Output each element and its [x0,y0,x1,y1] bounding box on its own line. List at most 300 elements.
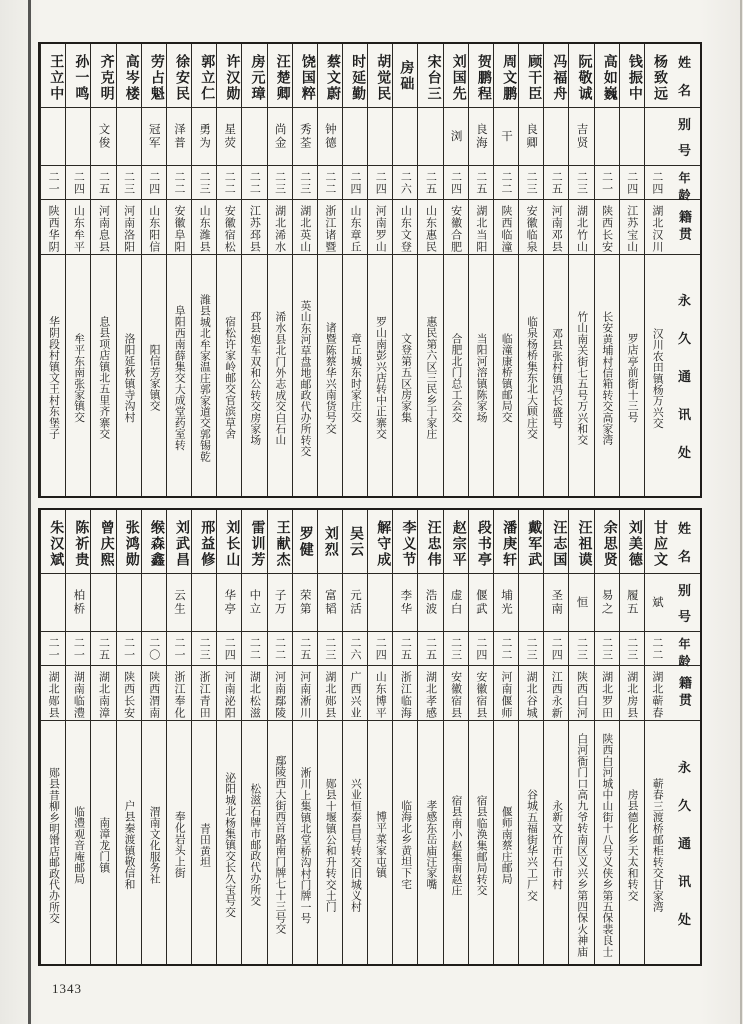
person-address: 英山东河草盘地邮政代办所转交 [299,299,312,457]
person-alias: 星荧 [217,108,241,166]
person-alias: 虚白 [444,574,468,632]
person-address: 宿县临涣集邮局转交 [475,794,488,896]
header-permanent-address [669,255,700,496]
person-name: 汪志国 [544,510,568,574]
person-column [40,510,65,964]
header-char: 号 [677,608,691,624]
person-alias: 华亭 [217,574,241,632]
person-alias [117,574,141,632]
person-column [116,510,141,964]
person-name: 杨致远 [645,44,669,108]
person-name: 顾干臣 [519,44,543,108]
person-native-place: 陕西长安 [117,666,141,721]
person-native-place: 湖北当阳 [469,200,493,255]
person-name: 赵宗平 [444,510,468,574]
header-char: 别 [677,117,691,133]
person-name: 房元璋 [242,44,266,108]
person-address: 宿县南小赵集南赵庄 [450,794,463,896]
person-age: 二四 [469,632,493,666]
person-native-place: 河南邓县 [544,200,568,255]
person-native-place: 湖北蕲春 [645,666,669,721]
person-age: 二二 [318,166,342,200]
person-alias [192,574,216,632]
directory-table-top [38,42,702,498]
header-char: 久 [677,797,691,813]
header-native-place [669,666,700,721]
person-address: 郧县昔柳乡明馉店邮政代办所交 [48,766,60,924]
person-name: 周文鹏 [494,44,518,108]
person-name: 刘国先 [444,44,468,108]
person-column [141,44,166,496]
header-char: 讯 [677,406,691,422]
person-address: 阳信芳家镇交 [148,344,161,412]
person-native-place: 陕西华阴 [41,200,65,255]
person-address: 邓县张村镇冯长盛号 [551,327,564,429]
person-name: 曾庆熙 [91,510,115,574]
person-native-place: 安徽宿松 [217,200,241,255]
person-native-place: 湖北汉川 [645,200,669,255]
person-column [216,510,241,964]
person-address: 潍县城北牟家温庄郭家道交郭锡乾 [198,294,211,462]
person-column [392,44,417,496]
person-alias [368,574,392,632]
person-address: 惠民第六区三民乡于家庄 [425,316,438,440]
person-name: 甘应文 [645,510,669,574]
person-native-place: 江苏宝山 [620,200,644,255]
person-address: 白河衙门口高九爷转南区义兴乡第四保火神庙 [576,733,589,957]
person-column [292,44,317,496]
person-name: 高岑楼 [117,44,141,108]
person-native-place: 湖南临澧 [66,666,90,721]
person-name: 邢益修 [192,510,216,574]
person-column [191,510,216,964]
person-age: 二三 [569,166,593,200]
person-native-place: 安徽合肥 [444,200,468,255]
person-alias [418,108,442,166]
person-native-place: 湖北南漳 [91,666,115,721]
person-native-place: 湖北房县 [620,666,644,721]
person-column [267,44,292,496]
person-column [493,44,518,496]
person-name: 齐克明 [91,44,115,108]
person-address: 阜阳西南薛集交大成堂药室转 [173,305,186,451]
person-name: 许汉勋 [217,44,241,108]
person-native-place: 安徽宿县 [469,666,493,721]
person-alias: 子万 [268,574,292,632]
header-char: 处 [677,444,691,460]
person-column [241,44,266,496]
person-alias [91,574,115,632]
header-char: 通 [677,835,691,851]
person-address: 临泉杨桥集东北大顾庄交 [525,316,538,440]
person-age: 二五 [418,632,442,666]
person-native-place: 安徽宿县 [444,666,468,721]
person-column [493,510,518,964]
person-age: 二五 [91,632,115,666]
person-address: 浠水县北门外志成交白石山 [274,310,287,446]
person-alias: 尚金 [268,108,292,166]
person-address: 青田黄坦 [198,822,211,868]
person-alias: 浏 [444,108,468,166]
person-name: 余思贤 [595,510,619,574]
person-age: 二四 [368,632,392,666]
header-permanent-address [669,721,700,964]
person-name: 房础 [393,44,417,108]
person-native-place: 湖北罗田 [595,666,619,721]
person-column [292,510,317,964]
person-address: 博平菜家屯镇 [375,811,388,879]
person-native-place: 山东文登 [393,200,417,255]
person-native-place: 河南洛阳 [117,200,141,255]
person-column [65,510,90,964]
person-address: 邳县炮车双和公转交房家场 [249,310,262,446]
person-name: 汪忠伟 [418,510,442,574]
directory-table-bottom [38,508,702,966]
person-column [166,510,191,964]
person-alias [393,108,417,166]
person-age: 二六 [393,166,417,200]
person-address: 洛阳延秋镇寺沟村 [123,333,136,423]
person-age: 二三 [569,632,593,666]
person-age: 二三 [192,166,216,200]
person-age: 二四 [343,166,367,200]
person-address: 淅川上集镇北堂桥沟村门牌一号 [299,766,312,924]
person-age: 二三 [192,632,216,666]
person-age: 二二 [645,632,669,666]
person-age: 二四 [142,166,166,200]
person-native-place: 山东博平 [368,666,392,721]
person-column [317,44,342,496]
person-native-place: 山东潍县 [192,200,216,255]
person-address: 兴业恒泰昌号转交旧城义村 [349,777,362,913]
person-column [644,44,669,496]
person-name: 宋台三 [418,44,442,108]
person-name: 李义节 [393,510,417,574]
person-alias [595,108,619,166]
person-column [267,510,292,964]
person-column [468,510,493,964]
person-name: 饶国粹 [293,44,317,108]
person-name: 刘长山 [217,510,241,574]
person-age: 二四 [444,166,468,200]
person-address: 当阳河溶镇陈家场 [475,333,488,423]
person-name: 高如巍 [595,44,619,108]
person-age: 二一 [66,632,90,666]
header-age [669,632,700,666]
person-alias: 文俊 [91,108,115,166]
person-column [241,510,266,964]
person-address: 户县秦渡镇敬信和 [123,800,136,890]
header-native-place [669,200,700,255]
person-native-place: 陕西渭南 [142,666,166,721]
person-column [568,44,593,496]
person-alias: 吉贤 [569,108,593,166]
header-char: 年 [678,171,691,185]
person-alias: 圣南 [544,574,568,632]
person-age: 二五 [418,166,442,200]
person-name: 贺鹏程 [469,44,493,108]
person-column [644,510,669,964]
person-alias [620,108,644,166]
person-native-place: 湖北孝感 [418,666,442,721]
person-name: 钱振中 [620,44,644,108]
person-name: 潘庚轩 [494,510,518,574]
person-alias [142,574,166,632]
person-native-place: 河南淅川 [293,666,317,721]
person-column [40,44,65,496]
person-native-place: 湖北谷城 [519,666,543,721]
header-char: 永 [677,293,691,309]
header-char: 处 [677,912,691,928]
person-name: 段书亭 [469,510,493,574]
person-age: 二一 [41,632,65,666]
person-column [568,510,593,964]
person-age: 二三 [268,166,292,200]
person-age: 二二 [242,166,266,200]
person-alias [41,108,65,166]
person-age: 二一 [117,632,141,666]
person-age: 二二 [494,166,518,200]
person-age: 二四 [544,632,568,666]
person-name: 朱汉斌 [41,510,65,574]
header-column [669,510,700,964]
person-address: 松滋石牌市邮政代办所交 [249,783,262,907]
person-column [342,510,367,964]
person-alias: 元活 [343,574,367,632]
person-native-place: 湖北竹山 [569,200,593,255]
person-age: 二三 [444,632,468,666]
person-alias [41,574,65,632]
person-alias: 秀荃 [293,108,317,166]
person-age: 二四 [620,166,644,200]
person-age: 二四 [66,166,90,200]
person-name: 刘武昌 [167,510,191,574]
person-native-place: 山东牟平 [66,200,90,255]
person-address: 罗山南彭兴店转中正寨交 [375,316,388,440]
header-char: 贯 [677,692,692,710]
header-name [669,510,700,574]
person-age: 二五 [393,632,417,666]
person-name: 汪楚卿 [268,44,292,108]
person-name: 王献杰 [268,510,292,574]
person-address: 诸暨陈蔡华兴南货号交 [324,322,337,434]
person-address: 奉化岩头上街 [173,811,186,879]
person-name: 罗健 [293,510,317,574]
person-age: 二二 [494,632,518,666]
person-address: 泌阳城北杨集镇交长久宝号交 [224,772,237,918]
person-column [367,44,392,496]
person-name: 徐安民 [167,44,191,108]
person-alias: 良海 [469,108,493,166]
person-alias: 易之 [595,574,619,632]
person-address: 章丘城东时家庄交 [349,333,362,423]
person-native-place: 陕西长安 [595,200,619,255]
person-native-place: 安徽临泉 [519,200,543,255]
person-age: 二三 [519,632,543,666]
person-native-place: 河南泌阳 [217,666,241,721]
header-age [669,166,700,200]
person-column [518,510,543,964]
person-address: 宿松许家岭邮交官滨草舍 [224,316,237,440]
person-age: 二二 [242,632,266,666]
person-alias: 勇为 [192,108,216,166]
person-alias: 履五 [620,574,644,632]
person-age: 二二 [217,166,241,200]
header-char: 名 [677,83,691,99]
header-char: 龄 [678,654,691,668]
person-alias [343,108,367,166]
person-name: 刘美德 [620,510,644,574]
page-binding-line [28,0,31,1024]
person-name: 劳占魁 [142,44,166,108]
person-column [543,44,568,496]
person-address: 陕西白河城中山街十八号义侠乡第五保裴良士 [601,733,614,957]
header-char: 别 [677,583,691,599]
person-age: 二一 [595,166,619,200]
person-age: 二六 [343,632,367,666]
header-char: 籍 [677,675,692,693]
person-address: 郧县十堰镇公和升转交土门 [324,777,337,913]
header-char: 名 [677,549,691,565]
person-native-place: 浙江诸暨 [318,200,342,255]
person-address: 合肥北门总工会交 [450,333,463,423]
person-column [141,510,166,964]
person-alias: 柏桥 [66,574,90,632]
person-age: 二三 [318,632,342,666]
person-name: 戴军武 [519,510,543,574]
person-column [116,44,141,496]
person-name: 吴云 [343,510,367,574]
person-address: 罗店亭前街十三号 [626,333,639,423]
person-alias: 泽普 [167,108,191,166]
person-name: 刘烈 [318,510,342,574]
person-alias: 冠军 [142,108,166,166]
person-age: 二一 [167,632,191,666]
person-alias: 干 [494,108,518,166]
person-age: 二二 [167,166,191,200]
person-alias [66,108,90,166]
person-name: 阮敬诚 [569,44,593,108]
person-address: 长安黄埔村信箱转交高家湾 [601,310,614,446]
person-age: 二三 [293,166,317,200]
person-column [90,510,115,964]
person-address: 鄢陵西大街西首路南门牌七十三号交 [274,755,287,935]
person-column [392,510,417,964]
person-name: 缑森鑫 [142,510,166,574]
person-name: 胡觉民 [368,44,392,108]
person-name: 张鸿勋 [117,510,141,574]
person-column [417,44,442,496]
person-alias: 埔光 [494,574,518,632]
person-alias: 浩波 [418,574,442,632]
page-edge-shadow [740,0,742,1024]
person-native-place: 湖北松滋 [242,666,266,721]
person-address: 永新文竹市石市村 [551,800,564,890]
page-number: 1343 [52,981,82,996]
header-char: 籍 [677,209,692,227]
person-name: 冯福舟 [544,44,568,108]
person-address: 房县德化乡天太和转交 [626,789,639,901]
person-age: 二四 [368,166,392,200]
person-native-place: 河南息县 [91,200,115,255]
person-native-place: 河南罗山 [368,200,392,255]
person-name: 汪祖谟 [569,510,593,574]
person-address: 偃师南蔡庄邮局 [500,805,513,885]
person-alias: 荣第 [293,574,317,632]
header-char: 姓 [677,520,691,536]
header-char: 龄 [678,188,691,202]
person-column [90,44,115,496]
person-native-place: 安徽阜阳 [167,200,191,255]
person-native-place: 湖北郧县 [318,666,342,721]
person-column [367,510,392,964]
person-address: 华阴段村镇文王村东堡子 [48,316,60,440]
person-alias: 偃武 [469,574,493,632]
person-age: 二〇 [142,632,166,666]
person-native-place: 浙江青田 [192,666,216,721]
person-address: 渭南文化服务社 [148,805,161,885]
person-native-place: 浙江奉化 [167,666,191,721]
person-age: 二三 [595,632,619,666]
person-column [317,510,342,964]
person-column [543,510,568,964]
person-column [191,44,216,496]
person-name: 孙一鸣 [66,44,90,108]
person-name: 蔡文蔚 [318,44,342,108]
person-age: 二五 [293,632,317,666]
person-native-place: 湖北郧县 [41,666,65,721]
person-alias [117,108,141,166]
person-address: 文登第五区房家集 [400,333,413,423]
person-column [619,510,644,964]
person-name: 雷训芳 [242,510,266,574]
person-alias [519,574,543,632]
person-column [468,44,493,496]
header-char: 久 [677,331,691,347]
person-age: 二五 [469,166,493,200]
header-char: 姓 [677,54,691,70]
person-column [166,44,191,496]
person-native-place: 山东惠民 [418,200,442,255]
person-name: 解守成 [368,510,392,574]
header-column [669,44,700,496]
person-column [443,44,468,496]
person-address: 临潼康桥镇邮局交 [500,333,513,423]
person-address: 息县项店镇北五里齐寨交 [98,316,111,440]
person-alias [645,108,669,166]
person-address: 南漳龙门镇 [98,817,111,873]
person-native-place: 广西兴业 [343,666,367,721]
header-char: 年 [678,637,691,651]
person-alias: 富韬 [318,574,342,632]
person-address: 临海北乡黄坦下宅 [400,800,413,890]
person-native-place: 浙江临海 [393,666,417,721]
person-alias: 恒 [569,574,593,632]
person-age: 二四 [217,632,241,666]
person-native-place: 湖北浠水 [268,200,292,255]
header-char: 号 [677,142,691,158]
person-alias [368,108,392,166]
header-alias [669,574,700,632]
person-column [216,44,241,496]
header-char: 贯 [677,226,692,244]
person-address: 竹山南关街七五号万兴和交 [576,310,589,446]
person-column [619,44,644,496]
header-name [669,44,700,108]
person-native-place: 山东阳信 [142,200,166,255]
person-alias: 斌 [645,574,669,632]
person-native-place: 河南鄢陵 [268,666,292,721]
